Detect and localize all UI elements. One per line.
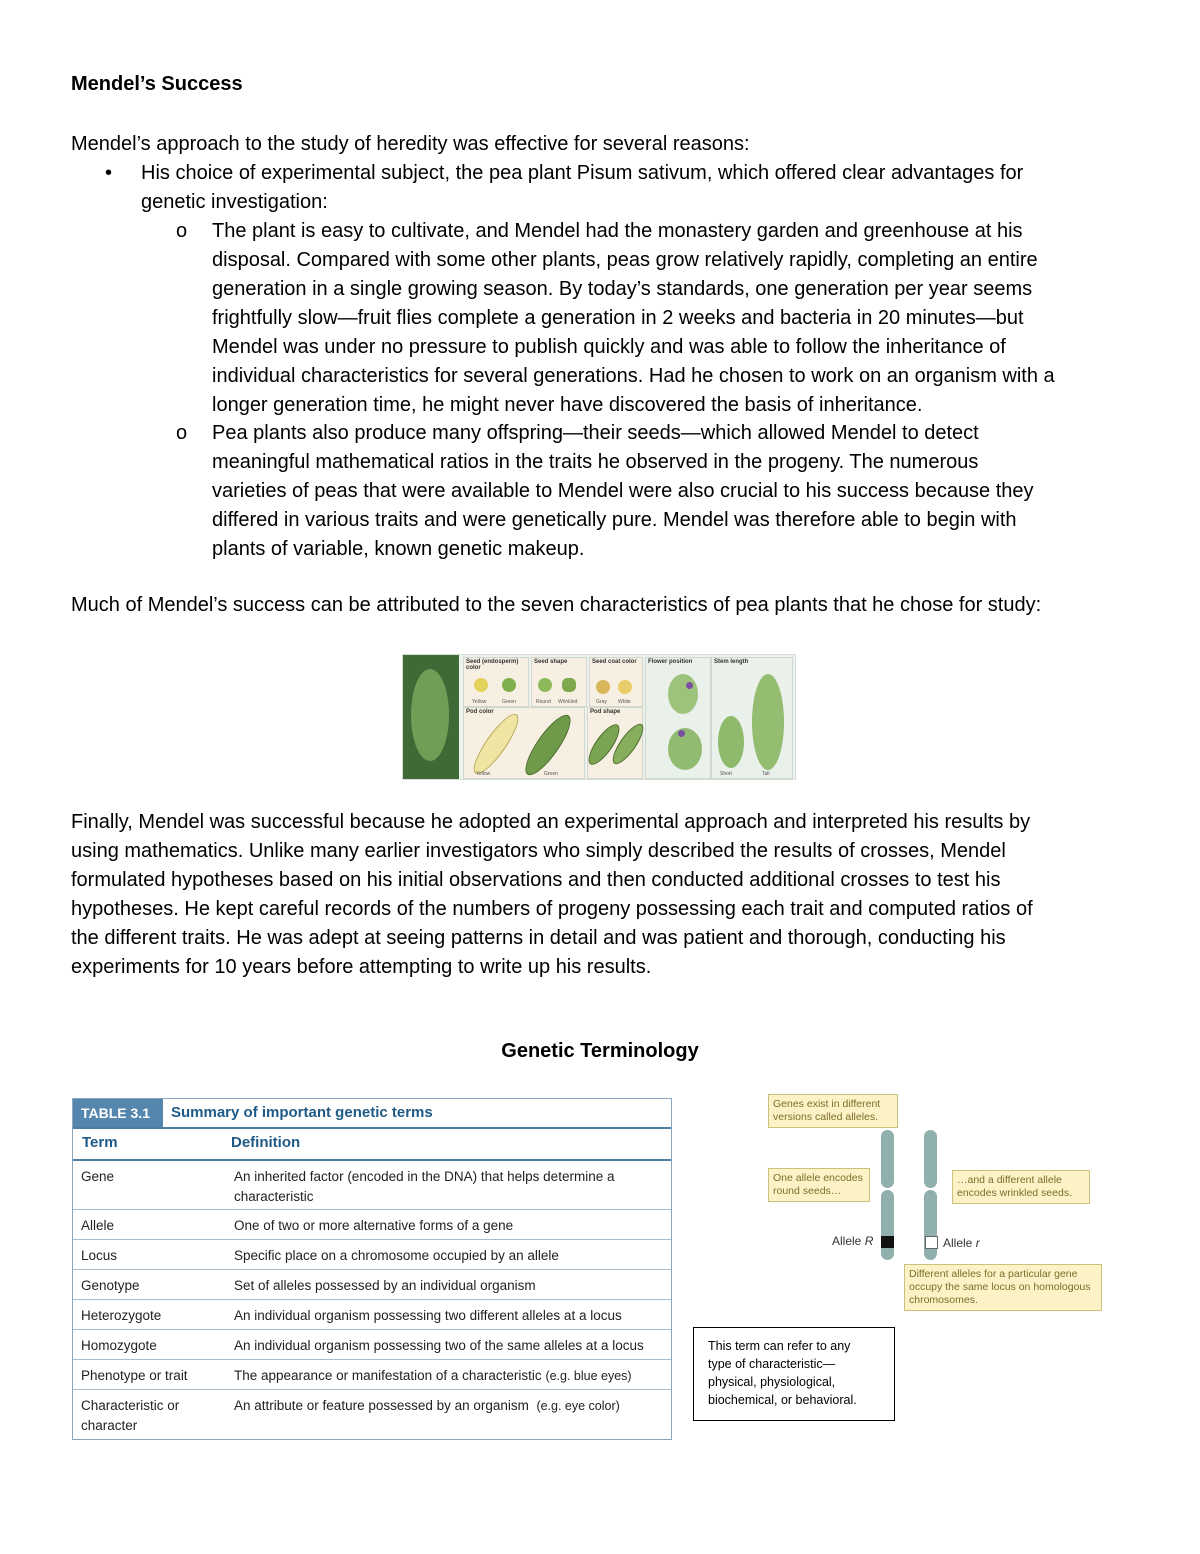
seed-coat-label: Seed coat color: [592, 659, 637, 665]
definition-cell: [234, 1366, 654, 1386]
purple-flower-icon: [686, 682, 693, 689]
term-cell: Heterozygote: [81, 1308, 162, 1323]
allele-r-symbol: r: [975, 1236, 980, 1250]
sub-bullet-line: frightfully slow—fruit flies complete a generation in 2 weeks and bacteria in 20 minutes—but: [212, 307, 1024, 329]
tall-plant-icon: [752, 674, 784, 770]
term-cell: Homozygote: [81, 1338, 157, 1353]
allele-r-label: [943, 1236, 980, 1250]
seed-shape-cell: [531, 657, 587, 707]
sub-bullet-line: differed in various traits and were genetically pure. Mendel was therefore able to begin with: [212, 509, 1017, 531]
white-coat-icon: [618, 680, 632, 694]
circle-bullet-icon: o: [176, 220, 188, 242]
pod-color-label: Pod color: [466, 709, 494, 715]
phenotype-note-box: [693, 1327, 895, 1421]
round-seed-callout: One allele encodes round seeds…: [768, 1168, 870, 1202]
definition-text: An attribute or feature possessed by an organism: [234, 1398, 529, 1413]
paragraph-line: Finally, Mendel was successful because he adopted an experimental approach and interpreted his results by: [71, 811, 1031, 833]
locus-callout: Different alleles for a particular gene occupy the same locus on homologous chromosomes.: [904, 1264, 1102, 1311]
yellow-label: Yellow: [472, 699, 487, 705]
axial-plant-icon: [668, 674, 698, 714]
sub-bullet-line: plants of variable, known genetic makeup.: [212, 538, 585, 560]
finally-paragraph: [71, 808, 1131, 982]
seed-shape-label: Seed shape: [534, 659, 568, 665]
wrinkled-seed-icon: [562, 678, 576, 692]
pea-characteristics-figure: [402, 654, 796, 780]
sub-bullet-line: The plant is easy to cultivate, and Mendel had the monastery garden and greenhouse at his: [212, 220, 1023, 242]
table-row: [73, 1300, 671, 1330]
term-cell: Characteristic or character: [81, 1398, 180, 1433]
pod-shape-label: Pod shape: [590, 709, 621, 715]
table-header: [73, 1129, 671, 1161]
sub-bullet-cultivation: [176, 217, 1126, 420]
round-label: Round: [536, 699, 551, 705]
definition-cell: An inherited factor (encoded in the DNA) that helps determine a characteristic: [234, 1169, 615, 1204]
seven-characteristics-paragraph: Much of Mendel’s success can be attributed to the seven characteristics of pea plants that he chose for study:: [71, 594, 1042, 616]
seed-coat-cell: [589, 657, 643, 707]
sub-bullet-line: Pea plants also produce many offspring—their seeds—which allowed Mendel to detect: [212, 422, 979, 444]
term-cell: Gene: [81, 1169, 115, 1184]
sub-bullet-line: generation in a single growing season. By today’s standards, one generation per year seems: [212, 278, 1033, 300]
pod-color-cell: [463, 707, 585, 779]
sub-bullet-line: individual characteristics for several generations. Had he chosen to work on an organism with a: [212, 365, 1055, 387]
flower-position-label: Flower position: [648, 659, 693, 665]
page-title: Mendel’s Success: [71, 73, 243, 95]
yellow-seed-icon: [474, 678, 488, 692]
terminal-plant-icon: [668, 728, 702, 770]
table-row: [73, 1330, 671, 1360]
genetic-terms-table: [72, 1098, 672, 1440]
pea-plant-photo: [403, 655, 459, 779]
definition-cell: One of two or more alternative forms of a gene: [234, 1218, 514, 1233]
allele-R-label: [832, 1234, 873, 1248]
column-header-definition: Definition: [231, 1134, 301, 1151]
bullet-subject-choice: [105, 159, 1125, 217]
note-line: This term can refer to any: [708, 1339, 851, 1353]
paragraph-line: experiments for 10 years before attempting to write up his results.: [71, 956, 652, 978]
seed-color-cell: [463, 657, 529, 707]
term-cell: Phenotype or trait: [81, 1368, 188, 1383]
stem-length-label: Stem length: [714, 659, 749, 665]
definition-cell: Specific place on a chromosome occupied by an allele: [234, 1248, 559, 1263]
circle-bullet-icon: o: [176, 422, 188, 444]
seed-color-label: Seed (endosperm) color: [466, 659, 519, 671]
paragraph-line: hypotheses. He kept careful records of the numbers of progeny possessing each trait and computed ratios of: [71, 898, 1033, 920]
allele-r-locus: [925, 1236, 938, 1249]
chromosome-upper-arm: [881, 1130, 894, 1188]
gray-coat-icon: [596, 680, 610, 694]
table-number: TABLE 3.1: [73, 1099, 163, 1127]
white-label: White: [618, 699, 631, 705]
section-title: Genetic Terminology: [501, 1040, 699, 1062]
table-row: [73, 1390, 671, 1438]
homolog-lower-arm: [924, 1190, 937, 1260]
homolog-upper-arm: [924, 1130, 937, 1188]
paragraph-line: formulated hypotheses based on his initial observations and then conducted additional crosses to test his: [71, 869, 1001, 891]
pod-green-label: Green: [544, 771, 558, 777]
table-row: [73, 1360, 671, 1390]
allele-R-symbol: R: [864, 1234, 874, 1248]
bullet-line: His choice of experimental subject, the pea plant Pisum sativum, which offered clear advantages for: [141, 162, 1024, 184]
sub-bullet-offspring: [176, 419, 1126, 564]
intro-paragraph: Mendel’s approach to the study of heredity was effective for several reasons:: [71, 133, 750, 155]
wrinkled-seed-callout: …and a different allele encodes wrinkled seeds.: [952, 1170, 1090, 1204]
definition-cell: [234, 1396, 654, 1416]
gray-label: Gray: [596, 699, 607, 705]
paragraph-line: using mathematics. Unlike many earlier investigators who simply described the results of crosses, Mendel: [71, 840, 1006, 862]
tall-label: Tall: [762, 771, 770, 777]
definition-cell: An individual organism possessing two different alleles at a locus: [234, 1308, 622, 1323]
sub-bullet-line: meaningful mathematical ratios in the traits he observed in the progeny. The numerous: [212, 451, 979, 473]
allele-r-prefix: Allele: [943, 1236, 976, 1250]
note-line: physical, physiological,: [708, 1375, 836, 1389]
column-header-term: Term: [82, 1134, 118, 1151]
definition-cell: An individual organism possessing two of the same alleles at a locus: [234, 1338, 644, 1353]
example-note: (e.g. blue eyes): [545, 1369, 632, 1383]
bullet-dot-icon: •: [105, 162, 113, 184]
wrinkled-label: Wrinkled: [558, 699, 578, 705]
pod-shape-cell: [587, 707, 643, 779]
example-note: (e.g. eye color): [536, 1399, 620, 1413]
sub-bullet-line: Mendel was under no pressure to publish quickly and was able to follow the inheritance of: [212, 336, 1006, 358]
green-label: Green: [502, 699, 516, 705]
flower-position-cell: [645, 657, 711, 779]
table-caption-bar: [73, 1099, 671, 1129]
alleles-callout: Genes exist in different versions called alleles.: [768, 1094, 898, 1128]
sub-bullet-line: disposal. Compared with some other plants, peas grow relatively rapidly, completing an entire: [212, 249, 1038, 271]
table-caption: Summary of important genetic terms: [171, 1104, 433, 1121]
table-row: [73, 1161, 671, 1210]
term-cell: Locus: [81, 1248, 118, 1263]
table-row: [73, 1270, 671, 1300]
definition-text: The appearance or manifestation of a characteristic: [234, 1368, 542, 1383]
table-row: [73, 1240, 671, 1270]
pod-yellow-label: Yellow: [476, 771, 491, 777]
sub-bullet-line: longer generation time, he might never have discovered the basis of inheritance.: [212, 394, 923, 416]
term-cell: Genotype: [81, 1278, 140, 1293]
term-cell: Allele: [81, 1218, 115, 1233]
allele-R-locus: [881, 1236, 894, 1248]
sub-bullet-line: varieties of peas that were available to Mendel were also crucial to his success because they: [212, 480, 1034, 502]
chromosome-lower-arm: [881, 1190, 894, 1260]
table-row: [73, 1210, 671, 1240]
short-label: Short: [720, 771, 732, 777]
paragraph-line: the different traits. He was adept at seeing patterns in detail and was patient and thorough, conducting his: [71, 927, 1006, 949]
note-line: type of characteristic—: [708, 1357, 836, 1371]
short-plant-icon: [718, 716, 744, 768]
stem-length-cell: [711, 657, 793, 779]
purple-flower-icon: [678, 730, 685, 737]
bullet-line: genetic investigation:: [141, 191, 328, 213]
green-seed-icon: [502, 678, 516, 692]
yellow-pod-icon: [467, 709, 525, 779]
allele-R-prefix: Allele: [832, 1234, 865, 1248]
note-line: biochemical, or behavioral.: [708, 1393, 857, 1407]
round-seed-icon: [538, 678, 552, 692]
definition-cell: Set of alleles possessed by an individual organism: [234, 1278, 536, 1293]
